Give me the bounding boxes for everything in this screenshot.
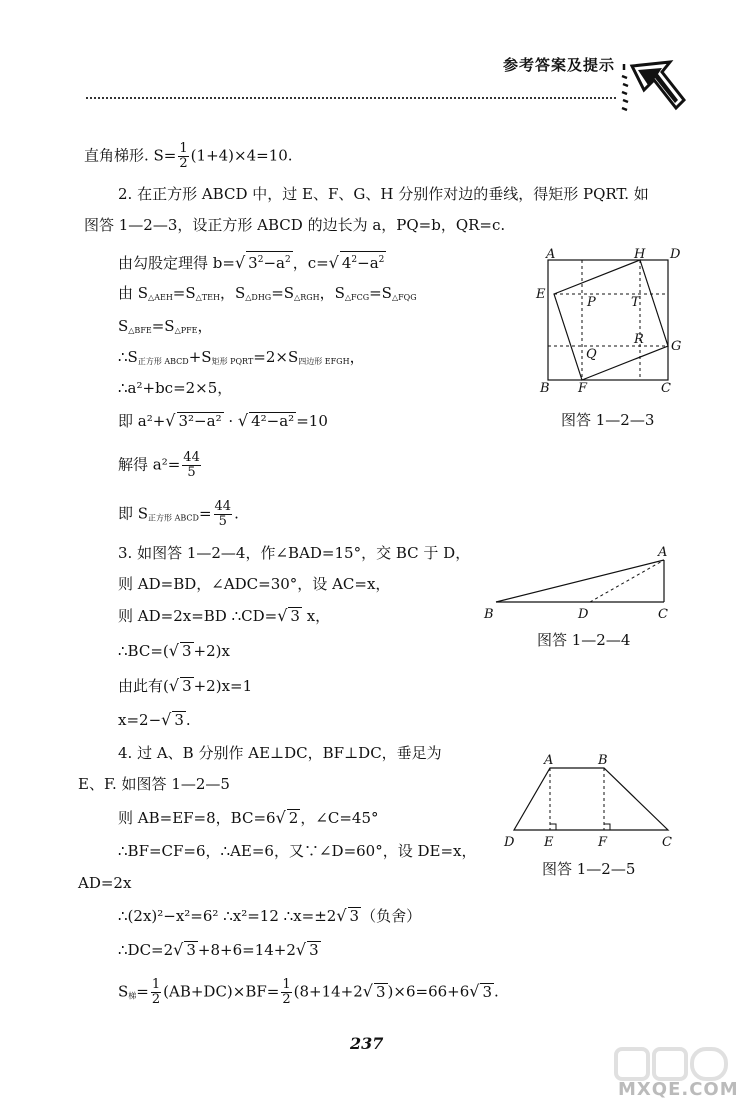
figure-caption: 图答 1—2—5: [542, 860, 636, 878]
text-segment: 直角梯形. S=: [84, 146, 177, 165]
label-E: E: [536, 287, 546, 302]
label-T: T: [631, 295, 640, 310]
text-line: ∴a²+bc=2×5，: [118, 379, 233, 397]
label-B: B: [484, 607, 494, 622]
text-line: 则 AB=EF=8，BC=6√ 2 ，∠C=45°: [118, 808, 379, 827]
label-D: D: [670, 247, 681, 262]
radicand: $4^2-a^2$: [340, 251, 387, 271]
label-F: F: [598, 835, 608, 850]
arrow-cursor-icon: [618, 52, 688, 122]
text-line: ∴BC=(√ 3 +2)x: [118, 641, 230, 660]
fraction: $\frac{44}{5}$: [183, 450, 200, 480]
label-A: A: [546, 247, 556, 262]
text-line: 即 a²+√ 3²−a² · √ 4²−a² =10: [118, 411, 328, 430]
label-E: E: [544, 835, 554, 850]
text-line: x=2−√ 3 .: [118, 710, 191, 729]
text-segment: 由勾股定理得 b=: [118, 254, 235, 272]
label-B: B: [598, 753, 608, 768]
label-C: C: [661, 381, 671, 396]
radical-sign: √: [328, 253, 339, 272]
label-D: D: [578, 607, 589, 622]
figure-caption: 图答 1—2—3: [561, 411, 655, 429]
text-line: 解得 a²= $\frac{44}{5}$: [118, 450, 200, 480]
label-Q: Q: [586, 347, 597, 362]
label-F: F: [578, 381, 588, 396]
figure-trapezoid-diagram: [498, 748, 680, 852]
text-line: E、F. 如图答 1—2—5: [78, 775, 230, 793]
text-line: AD=2x: [78, 874, 132, 892]
text-line: 则 AD=2x=BD ∴CD=√ 3 x，: [118, 606, 331, 625]
text-line: 图答 1—2—3，设正方形 ABCD 的边长为 a，PQ=b，QR=c.: [84, 216, 506, 234]
text-line: [84, 142, 293, 171]
text-line: 2. 在正方形 ABCD 中，过 E、F、G、H 分别作对边的垂线，得矩形 PQRT. 如: [118, 185, 649, 203]
text-segment: (1+4)×4=10.: [190, 146, 293, 165]
denominator: 2: [179, 156, 188, 171]
fraction: $\frac{44}{5}$: [214, 499, 232, 529]
text-line: [118, 251, 386, 273]
label-G: G: [671, 339, 682, 354]
figure-square-diagram: [530, 242, 690, 402]
label-H: H: [634, 247, 646, 262]
text-line: 由 $S_{\triangle AEH}=S_{\triangle TEH}$，$S_{\triangle DHG}=S_{\triangle RGH}$，$S_{\triangle FCG}=S_{\triangle FQG}$: [118, 284, 417, 302]
header-title: 参考答案及提示: [503, 56, 616, 74]
text-line: $\therefore S_{正方形 ABCD}+S_{矩形 PQRT}=2\times S_{四边形 EFGH}$，: [118, 348, 365, 366]
label-A: A: [658, 545, 668, 560]
fraction: [178, 142, 188, 171]
figure-caption: 图答 1—2—4: [537, 631, 631, 649]
label-D: D: [504, 835, 515, 850]
label-B: B: [540, 381, 550, 396]
text-line: $S_梯=$ $\frac{1}{2}$ (AB+DC)×BF= $\frac{1}{2}$ (8+14+2√ 3 )×6=66+6√ 3 .: [118, 977, 499, 1007]
text-line: 4. 过 A、B 分别作 AE⊥DC，BF⊥DC，垂足为: [118, 744, 442, 762]
text-segment: ，c=: [292, 254, 329, 272]
label-R: R: [634, 332, 644, 347]
label-P: P: [587, 295, 596, 310]
label-C: C: [658, 607, 668, 622]
numerator: 1: [179, 141, 188, 156]
figure-triangle-diagram: [478, 540, 678, 624]
label-C: C: [662, 835, 672, 850]
text-line: ∴BF=CF=6，∴AE=6，又∵∠D=60°，设 DE=x，: [118, 842, 477, 860]
label-A: A: [544, 753, 554, 768]
radical-sign: √: [234, 253, 246, 272]
text-line: 由此有(√ 3 +2)x=1: [118, 676, 253, 695]
text-line: 3. 如图答 1—2—4，作∠BAD=15°，交 BC 于 D，: [118, 544, 471, 562]
text-line: 即 $S_{正方形 ABCD}=$ $\frac{44}{5}$ .: [118, 499, 239, 529]
header-divider: [86, 97, 616, 99]
text-line: ∴DC=2√ 3 +8+6=14+2√ 3: [118, 940, 319, 959]
text-line: ∴(2x)²−x²=6² ∴x²=12 ∴x=±2√ 3 （负舍）: [118, 906, 422, 925]
page-number: 237: [350, 1034, 384, 1053]
radicand: $3^2-a^2$: [246, 251, 293, 271]
text-line: $S_{\triangle BFE}=S_{\triangle PFE}$，: [118, 317, 213, 335]
text-line: 则 AD=BD，∠ADC=30°，设 AC=x，: [118, 575, 391, 593]
watermark-text: MXQE.COM: [618, 1079, 739, 1100]
